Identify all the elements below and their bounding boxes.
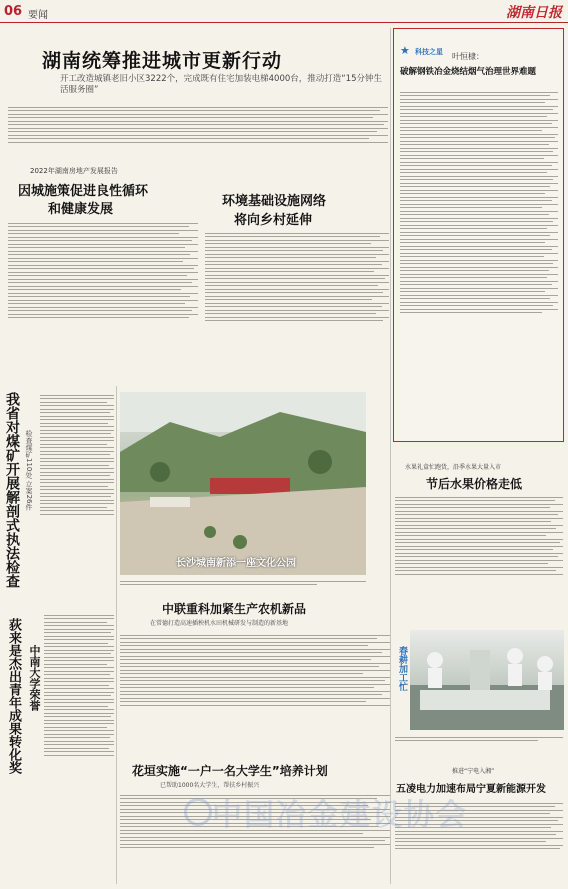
watermark-logo [184,798,212,826]
story-e-vertical-sub: 中南大学荣誉 [28,645,41,711]
story-e-body [44,612,114,882]
photo-caption: 长沙城南新添一座文化公园 [176,558,296,569]
story-a-kicker: 2022年湖南房地产发展报告 [30,167,118,175]
watermark-text: 中国冶金建设协会 [212,798,468,833]
page-number: 06 [4,4,23,19]
newspaper-masthead: 湖南日报 [506,5,562,21]
story-e-vertical-title: 荻来是杰出青年成果转化奖 [6,618,21,774]
star-icon: ★ [400,44,410,57]
factory-photo-illustration [410,630,564,730]
story-b-title-line1: 环境基础设施网络 [222,194,327,209]
park-photo-illustration [120,392,366,575]
story-d-subtitle: 在常德打造高速插秧机水田机械研发与制造的新基地 [150,620,289,627]
photo2-vertical-label: 春耕加工忙 [397,646,407,691]
story-c-vertical-subtitle: 检查煤矿110处 立案26件 [25,430,33,511]
story-b-body [205,230,389,380]
park-photo [120,392,366,575]
lead-body-text [8,104,388,160]
story-c-body [40,392,114,592]
column-rule [390,28,391,884]
feature-person: 叶恒棣： [452,52,484,61]
story-c-vertical-title: 我省对煤矿开展解剖式执法检查 [4,392,20,588]
factory-photo-caption [395,734,563,748]
feature-label [400,39,443,58]
header-rule [0,22,568,23]
story-a-body [8,220,198,380]
lead-headline: 湖南统筹推进城市更新行动 [42,50,283,72]
feature-body [400,89,558,437]
story-f-title: 花垣实施“一户一名大学生”培养计划 [132,764,328,778]
lead-subheadline: 开工改造城镇老旧小区3222个，完成既有住宅加装电梯4000台，推动打造“15分钟生活服务圈” [60,74,382,95]
story-a-title-line2: 和健康发展 [48,202,114,217]
factory-photo [410,630,564,730]
story-b-title-line2: 将向乡村延伸 [234,213,313,228]
section-name: 要闻 [28,10,48,21]
story-f-subtitle: 已帮助1000名大学生，帮扶乡村振兴 [160,782,260,789]
fruit-body [395,494,563,626]
feature-label-text: 科技之星 [414,48,443,56]
column-rule [116,386,117,884]
story-d-title: 中联重科加紧生产农机新品 [162,602,307,616]
story-a-title-line1: 因城施策促进良性循环 [18,184,149,199]
feature-title: 破解钢铁冶金烧结烟气治理世界难题 [400,67,537,77]
power-kicker: 推进“宁电入湘” [452,768,495,775]
story-d-body [120,632,390,750]
fruit-title: 节后水果价格走低 [426,477,523,491]
fruit-kicker: 水果礼盒忙跑货，沿季水果大量入市 [405,464,502,471]
power-title: 五凌电力加速布局宁夏新能源开发 [396,784,546,795]
feature-box [393,28,564,442]
photo-credit-text [120,578,366,590]
